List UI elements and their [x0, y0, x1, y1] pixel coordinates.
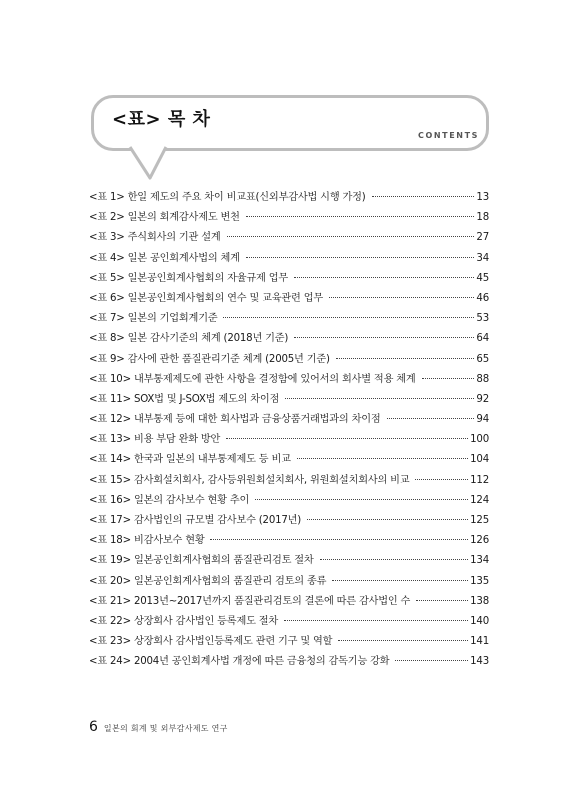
dot-leader [416, 600, 468, 601]
toc-entry-page-number: 64 [476, 333, 489, 345]
dot-leader [297, 458, 468, 459]
toc-entry-page-number: 135 [470, 575, 489, 587]
footer-book-title: 일본의 회계 및 외부감사제도 연구 [103, 724, 228, 733]
footer-page-number: 6 [89, 719, 98, 735]
toc-entry-label: <표 3> 주식회사의 기관 설계 [89, 232, 221, 244]
toc-entry-label: <표 7> 일본의 기업회계기준 [89, 313, 218, 325]
toc-entry-label: <표 17> 감사법인의 규모별 감사보수 (2017년) [89, 515, 302, 526]
toc-entry-page-number: 104 [470, 454, 489, 466]
toc-entry-page-number: 141 [470, 636, 489, 648]
dot-leader [387, 418, 475, 419]
dot-leader [372, 196, 475, 197]
toc-entry-page-number: 65 [476, 353, 489, 365]
toc-entry-page-number: 94 [476, 414, 489, 426]
toc-entry[interactable] [89, 309, 489, 329]
toc-entry-page-number: 143 [470, 656, 489, 668]
toc-entry-label: <표 1> 한일 제도의 주요 차이 비교표(신외부감사법 시행 가정) [89, 192, 366, 203]
toc-entry[interactable] [89, 350, 489, 370]
toc-entry-page-number: 45 [476, 272, 489, 284]
toc-entry-label: <표 8> 일본 감사기준의 체계 (2018년 기준) [89, 333, 289, 345]
dot-leader [246, 257, 475, 258]
toc-entry-label: <표 15> 감사회설치회사, 감사등위원회설치회사, 위원회설치회사의 비교 [89, 474, 410, 486]
dot-leader [338, 640, 468, 641]
dot-leader [320, 559, 469, 560]
toc-entry[interactable] [89, 511, 489, 531]
toc-entry-label: <표 18> 비감사보수 현황 [89, 535, 205, 547]
dot-leader [226, 438, 468, 439]
toc-entry-label: <표 14> 한국과 일본의 내부통제제도 등 비교 [89, 454, 291, 466]
toc-entry-label: <표 22> 상장회사 감사법인 등록제도 절차 [89, 615, 279, 627]
page-footer [89, 719, 228, 735]
toc-entry-label: <표 2> 일본의 회계감사제도 변천 [89, 212, 240, 224]
toc-entry[interactable] [89, 249, 489, 269]
toc-entry[interactable] [89, 208, 489, 228]
toc-entry-label: <표 16> 일본의 감사보수 현황 추이 [89, 494, 250, 506]
toc-entry-label: <표 21> 2013년~2017년까지 품질관리검토의 결론에 따른 감사법인 수 [89, 595, 411, 607]
toc-entry[interactable] [89, 592, 489, 612]
table-of-contents-list [89, 188, 489, 673]
toc-entry-label: <표 24> 2004년 공인회계사법 개정에 따른 금융청의 감독기능 강화 [89, 656, 390, 668]
dot-leader [227, 236, 475, 237]
toc-entry-label: <표 10> 내부통제제도에 관한 사항을 결정함에 있어서의 회사별 적용 체계 [89, 373, 416, 385]
dot-leader [255, 499, 468, 500]
toc-entry-label: <표 12> 내부통제 등에 대한 회사법과 금융상품거래법과의 차이점 [89, 414, 381, 426]
toc-entry[interactable] [89, 652, 489, 672]
contents-label: CONTENTS [417, 131, 479, 140]
toc-entry[interactable] [89, 390, 489, 410]
toc-entry-page-number: 140 [470, 615, 489, 627]
dot-leader [210, 539, 468, 540]
page-title: <표> 목 차 [112, 109, 211, 130]
dot-leader [329, 297, 474, 298]
dot-leader [336, 358, 475, 359]
toc-entry[interactable] [89, 551, 489, 571]
toc-entry[interactable] [89, 289, 489, 309]
toc-entry[interactable] [89, 228, 489, 248]
toc-entry-page-number: 27 [476, 232, 489, 244]
toc-entry-page-number: 100 [470, 434, 489, 446]
toc-entry-label: <표 13> 비용 부담 완화 방안 [89, 434, 221, 446]
toc-entry-label: <표 11> SOX법 및 J-SOX법 제도의 차이점 [89, 393, 280, 405]
dot-leader [415, 479, 468, 480]
toc-entry-label: <표 4> 일본 공인회계사법의 체계 [89, 252, 240, 264]
toc-entry-page-number: 125 [470, 515, 489, 526]
toc-entry[interactable] [89, 370, 489, 390]
dot-leader [223, 317, 474, 318]
toc-entry-page-number: 88 [476, 373, 489, 385]
toc-entry-page-number: 46 [476, 292, 489, 304]
toc-entry-label: <표 9> 감사에 관한 품질관리기준 체계 (2005년 기준) [89, 353, 330, 365]
toc-entry-label: <표 5> 일본공인회계사협회의 자율규제 업무 [89, 272, 289, 284]
toc-entry-page-number: 126 [470, 535, 489, 547]
toc-entry[interactable] [89, 632, 489, 652]
toc-entry-page-number: 92 [476, 393, 489, 405]
toc-entry[interactable] [89, 612, 489, 632]
toc-entry-page-number: 53 [476, 313, 489, 325]
dot-leader [294, 277, 474, 278]
toc-entry[interactable] [89, 471, 489, 491]
toc-entry-label: <표 20> 일본공인회계사협회의 품질관리 검토의 종류 [89, 575, 327, 587]
toc-entry[interactable] [89, 329, 489, 349]
toc-entry-page-number: 112 [470, 474, 489, 486]
toc-entry[interactable] [89, 450, 489, 470]
toc-entry[interactable] [89, 269, 489, 289]
toc-entry-label: <표 19> 일본공인회계사협회의 품질관리검토 절차 [89, 555, 314, 567]
dot-leader [332, 580, 468, 581]
toc-entry[interactable] [89, 572, 489, 592]
toc-entry[interactable] [89, 531, 489, 551]
toc-entry[interactable] [89, 491, 489, 511]
toc-entry-page-number: 138 [470, 595, 489, 607]
dot-leader [246, 216, 475, 217]
toc-entry-page-number: 13 [476, 192, 489, 203]
toc-entry[interactable] [89, 410, 489, 430]
toc-entry[interactable] [89, 430, 489, 450]
toc-entry-label: <표 6> 일본공인회계사협회의 연수 및 교육관련 업무 [89, 292, 324, 304]
dot-leader [284, 620, 468, 621]
dot-leader [294, 337, 474, 338]
dot-leader [307, 519, 468, 520]
toc-entry-label: <표 23> 상장회사 감사법인등록제도 관련 기구 및 역할 [89, 636, 333, 648]
toc-entry-page-number: 134 [470, 555, 489, 567]
toc-entry-page-number: 124 [470, 494, 489, 506]
dot-leader [422, 378, 475, 379]
speech-bubble-tail [128, 146, 168, 180]
toc-entry-page-number: 18 [476, 212, 489, 224]
toc-entry-page-number: 34 [476, 252, 489, 264]
toc-entry[interactable] [89, 188, 489, 208]
dot-leader [285, 398, 474, 399]
dot-leader [395, 660, 468, 661]
